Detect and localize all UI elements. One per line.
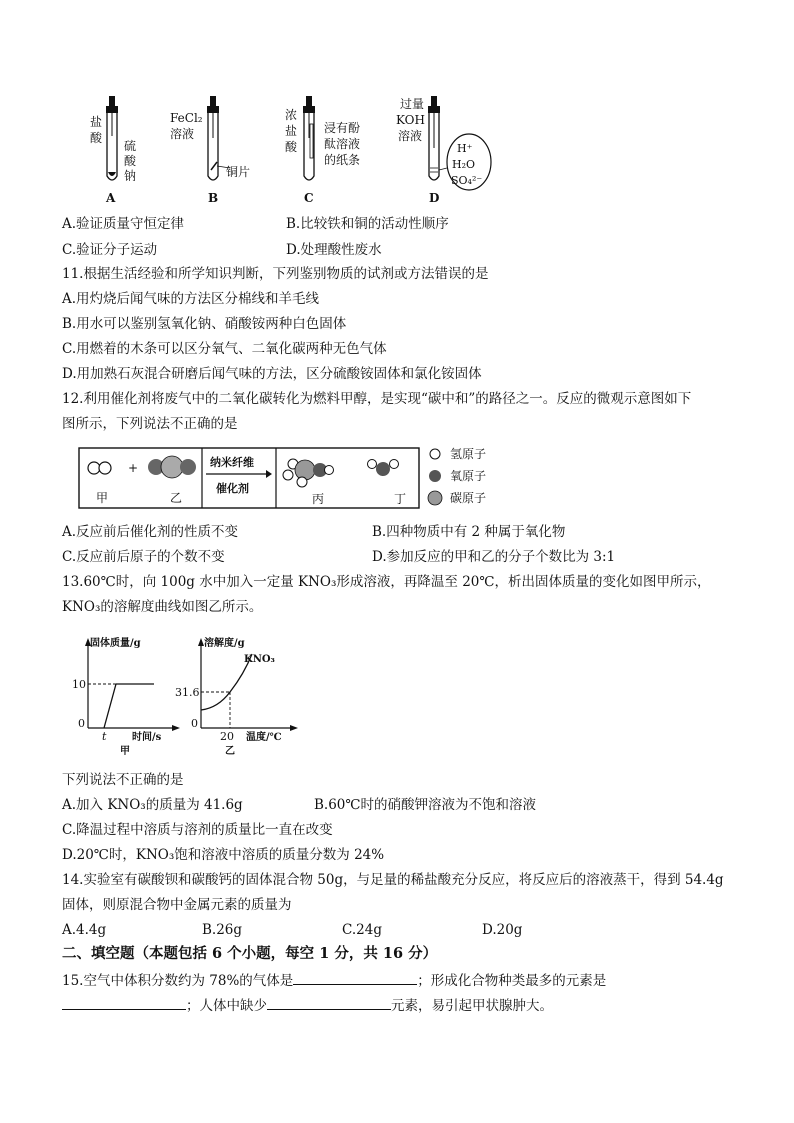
q12-option-d: D.参加反应的甲和乙的分子个数比为 3:1: [372, 549, 616, 565]
q10-option-d: D.处理酸性废水: [286, 242, 382, 258]
tube-c-side-1: 浸有酚: [324, 121, 361, 135]
ion-water: H₂O: [452, 158, 476, 171]
tube-c-side-3: 的纸条: [324, 153, 361, 167]
q11-option-d: D.用加熟石灰混合研磨后闻气味的方法，区分硫酸铵固体和氯化铵固体: [62, 366, 482, 382]
q10-option-c: C.验证分子运动: [62, 242, 158, 258]
graph-yi-ytick: 31.6: [175, 686, 200, 699]
tube-d-letter: D: [429, 191, 440, 205]
graph-jia-rise-line: [104, 684, 116, 728]
q13-graphs: [68, 632, 308, 757]
tube-c-side-2: 酞溶液: [324, 137, 361, 151]
plus-sign: +: [128, 461, 139, 475]
q13-option-a: A.加入 KNO₃的质量为 41.6g: [62, 797, 243, 813]
graph-jia-xlabel: 时间/s: [132, 732, 162, 743]
q10-option-b: B.比较铁和铜的活动性顺序: [286, 216, 449, 232]
q14-option-a: A.4.4g: [62, 922, 107, 938]
q10-option-a: A.验证质量守恒定律: [62, 216, 185, 232]
tube-c-letter: C: [304, 191, 314, 205]
q13-stem-line2: KNO₃的溶解度曲线如图乙所示。: [62, 599, 263, 615]
q12-stem-line1: 12.利用催化剂将废气中的二氧化碳转化为燃料甲醇，是实现“碳中和”的路径之一。反应的微观示意图如下: [62, 391, 692, 407]
graph-yi-xlabel: 温度/℃: [246, 732, 282, 743]
graph-jia-ylabel: 固体质量/g: [90, 638, 141, 649]
label-jia: 甲: [96, 491, 109, 505]
tube-a-letter: A: [106, 191, 116, 205]
q14-stem-line2: 固体，则原混合物中金属元素的质量为: [62, 897, 292, 913]
tube-d-label-3: 溶液: [398, 129, 423, 143]
tube-a-label-1: 盐: [90, 115, 103, 129]
graph-yi-ylabel: 溶解度/g: [204, 638, 245, 649]
q13-option-b: B.60℃时的硝酸钾溶液为不饱和溶液: [314, 797, 536, 813]
q15-part3: ；人体中缺少: [186, 998, 267, 1014]
graph-jia-caption: 甲: [120, 746, 130, 757]
catalyst-label-1: 纳米纤维: [210, 456, 254, 469]
tube-c-label-2: 盐: [285, 124, 298, 138]
tube-b-label-1: FeCl₂: [170, 111, 203, 125]
ion-sulfate: SO₄²⁻: [451, 174, 483, 187]
q14-option-c: C.24g: [342, 922, 382, 938]
q13-option-c: C.降温过程中溶质与溶剂的质量比一直在改变: [62, 822, 333, 838]
q12-reaction-diagram: [78, 442, 508, 514]
label-bing: 丙: [312, 492, 325, 506]
graph-jia: [72, 636, 180, 757]
legend-oxygen: 氧原子: [450, 469, 487, 483]
q14-stem-line1: 14.实验室有碳酸钡和碳酸钙的固体混合物 50g，与足量的稀盐酸充分反应，将反应后的溶液蒸干，得到 54.4g: [62, 872, 724, 888]
tube-d-label-2: KOH: [396, 113, 425, 127]
q15-part1: 15.空气中体积分数约为 78%的气体是: [62, 973, 294, 989]
graph-yi-caption: 乙: [225, 746, 235, 757]
ion-h-plus: H⁺: [457, 142, 473, 155]
q13-stem-line1: 13.60℃时，向 100g 水中加入一定量 KNO₃形成溶液，再降温至 20℃，析出固体质量的变化如图甲所示，: [62, 574, 711, 590]
q15-part4: 元素，易引起甲状腺肿大。: [391, 998, 553, 1014]
tube-d: [396, 96, 491, 205]
tube-d-label-1: 过量: [400, 97, 425, 111]
q10-apparatus-figure: [80, 92, 500, 207]
q15-blank-2[interactable]: [62, 995, 186, 1010]
section-2-heading: 二、填空题（本题包括 6 个小题，每空 1 分，共 16 分）: [62, 945, 438, 962]
tube-b-side-1: 铜片: [226, 165, 251, 179]
q15-blank-3[interactable]: [267, 995, 391, 1010]
tube-a-label-2: 酸: [90, 131, 103, 145]
q15-blank-1[interactable]: [293, 970, 417, 985]
tube-a: [90, 96, 137, 205]
q14-option-b: B.26g: [202, 922, 243, 938]
tube-a-side-1: 硫: [124, 139, 137, 153]
q13-prompt: 下列说法不正确的是: [62, 772, 184, 788]
graph-yi-curve-label: KNO₃: [244, 654, 275, 665]
tube-c: [285, 96, 360, 205]
label-ding: 丁: [394, 492, 407, 506]
q12-option-a: A.反应前后催化剂的性质不变: [62, 524, 239, 540]
q15-line2: [62, 995, 553, 1016]
catalyst-label-2: 催化剂: [216, 482, 249, 495]
q11-stem: 11.根据生活经验和所学知识判断，下列鉴别物质的试剂或方法错误的是: [62, 266, 489, 282]
tube-c-label-3: 酸: [285, 140, 298, 154]
tube-b-label-2: 溶液: [170, 127, 195, 141]
q15-line1: [62, 970, 606, 991]
graph-jia-ytick: 10: [72, 678, 86, 691]
legend-hydrogen: 氢原子: [450, 447, 487, 461]
q11-option-c: C.用燃着的木条可以区分氧气、二氧化碳两种无色气体: [62, 341, 387, 357]
graph-yi-origin: 0: [191, 717, 198, 730]
graph-yi-xtick: 20: [220, 730, 234, 743]
legend-carbon: 碳原子: [450, 491, 487, 505]
graph-jia-origin: 0: [78, 717, 85, 730]
graph-yi: [175, 636, 298, 757]
q12-option-b: B.四种物质中有 2 种属于氧化物: [372, 524, 566, 540]
tube-b-letter: B: [208, 191, 219, 205]
q14-option-d: D.20g: [482, 922, 523, 938]
tube-a-side-3: 钠: [124, 169, 137, 183]
label-yi: 乙: [170, 491, 183, 505]
tube-a-side-2: 酸: [124, 154, 137, 168]
q13-option-d: D.20℃时，KNO₃饱和溶液中溶质的质量分数为 24%: [62, 847, 385, 863]
graph-jia-t: t: [102, 730, 107, 743]
q15-part2: ；形成化合物种类最多的元素是: [417, 973, 607, 989]
tube-c-label-1: 浓: [285, 108, 298, 122]
q11-option-b: B.用水可以鉴别氢氧化钠、硝酸铵两种白色固体: [62, 316, 347, 332]
tube-b: [170, 96, 250, 205]
q12-legend: [428, 447, 486, 505]
q11-option-a: A.用灼烧后闻气味的方法区分棉线和羊毛线: [62, 291, 320, 307]
q12-stem-line2: 图所示，下列说法不正确的是: [62, 416, 238, 432]
q12-option-c: C.反应前后原子的个数不变: [62, 549, 225, 565]
